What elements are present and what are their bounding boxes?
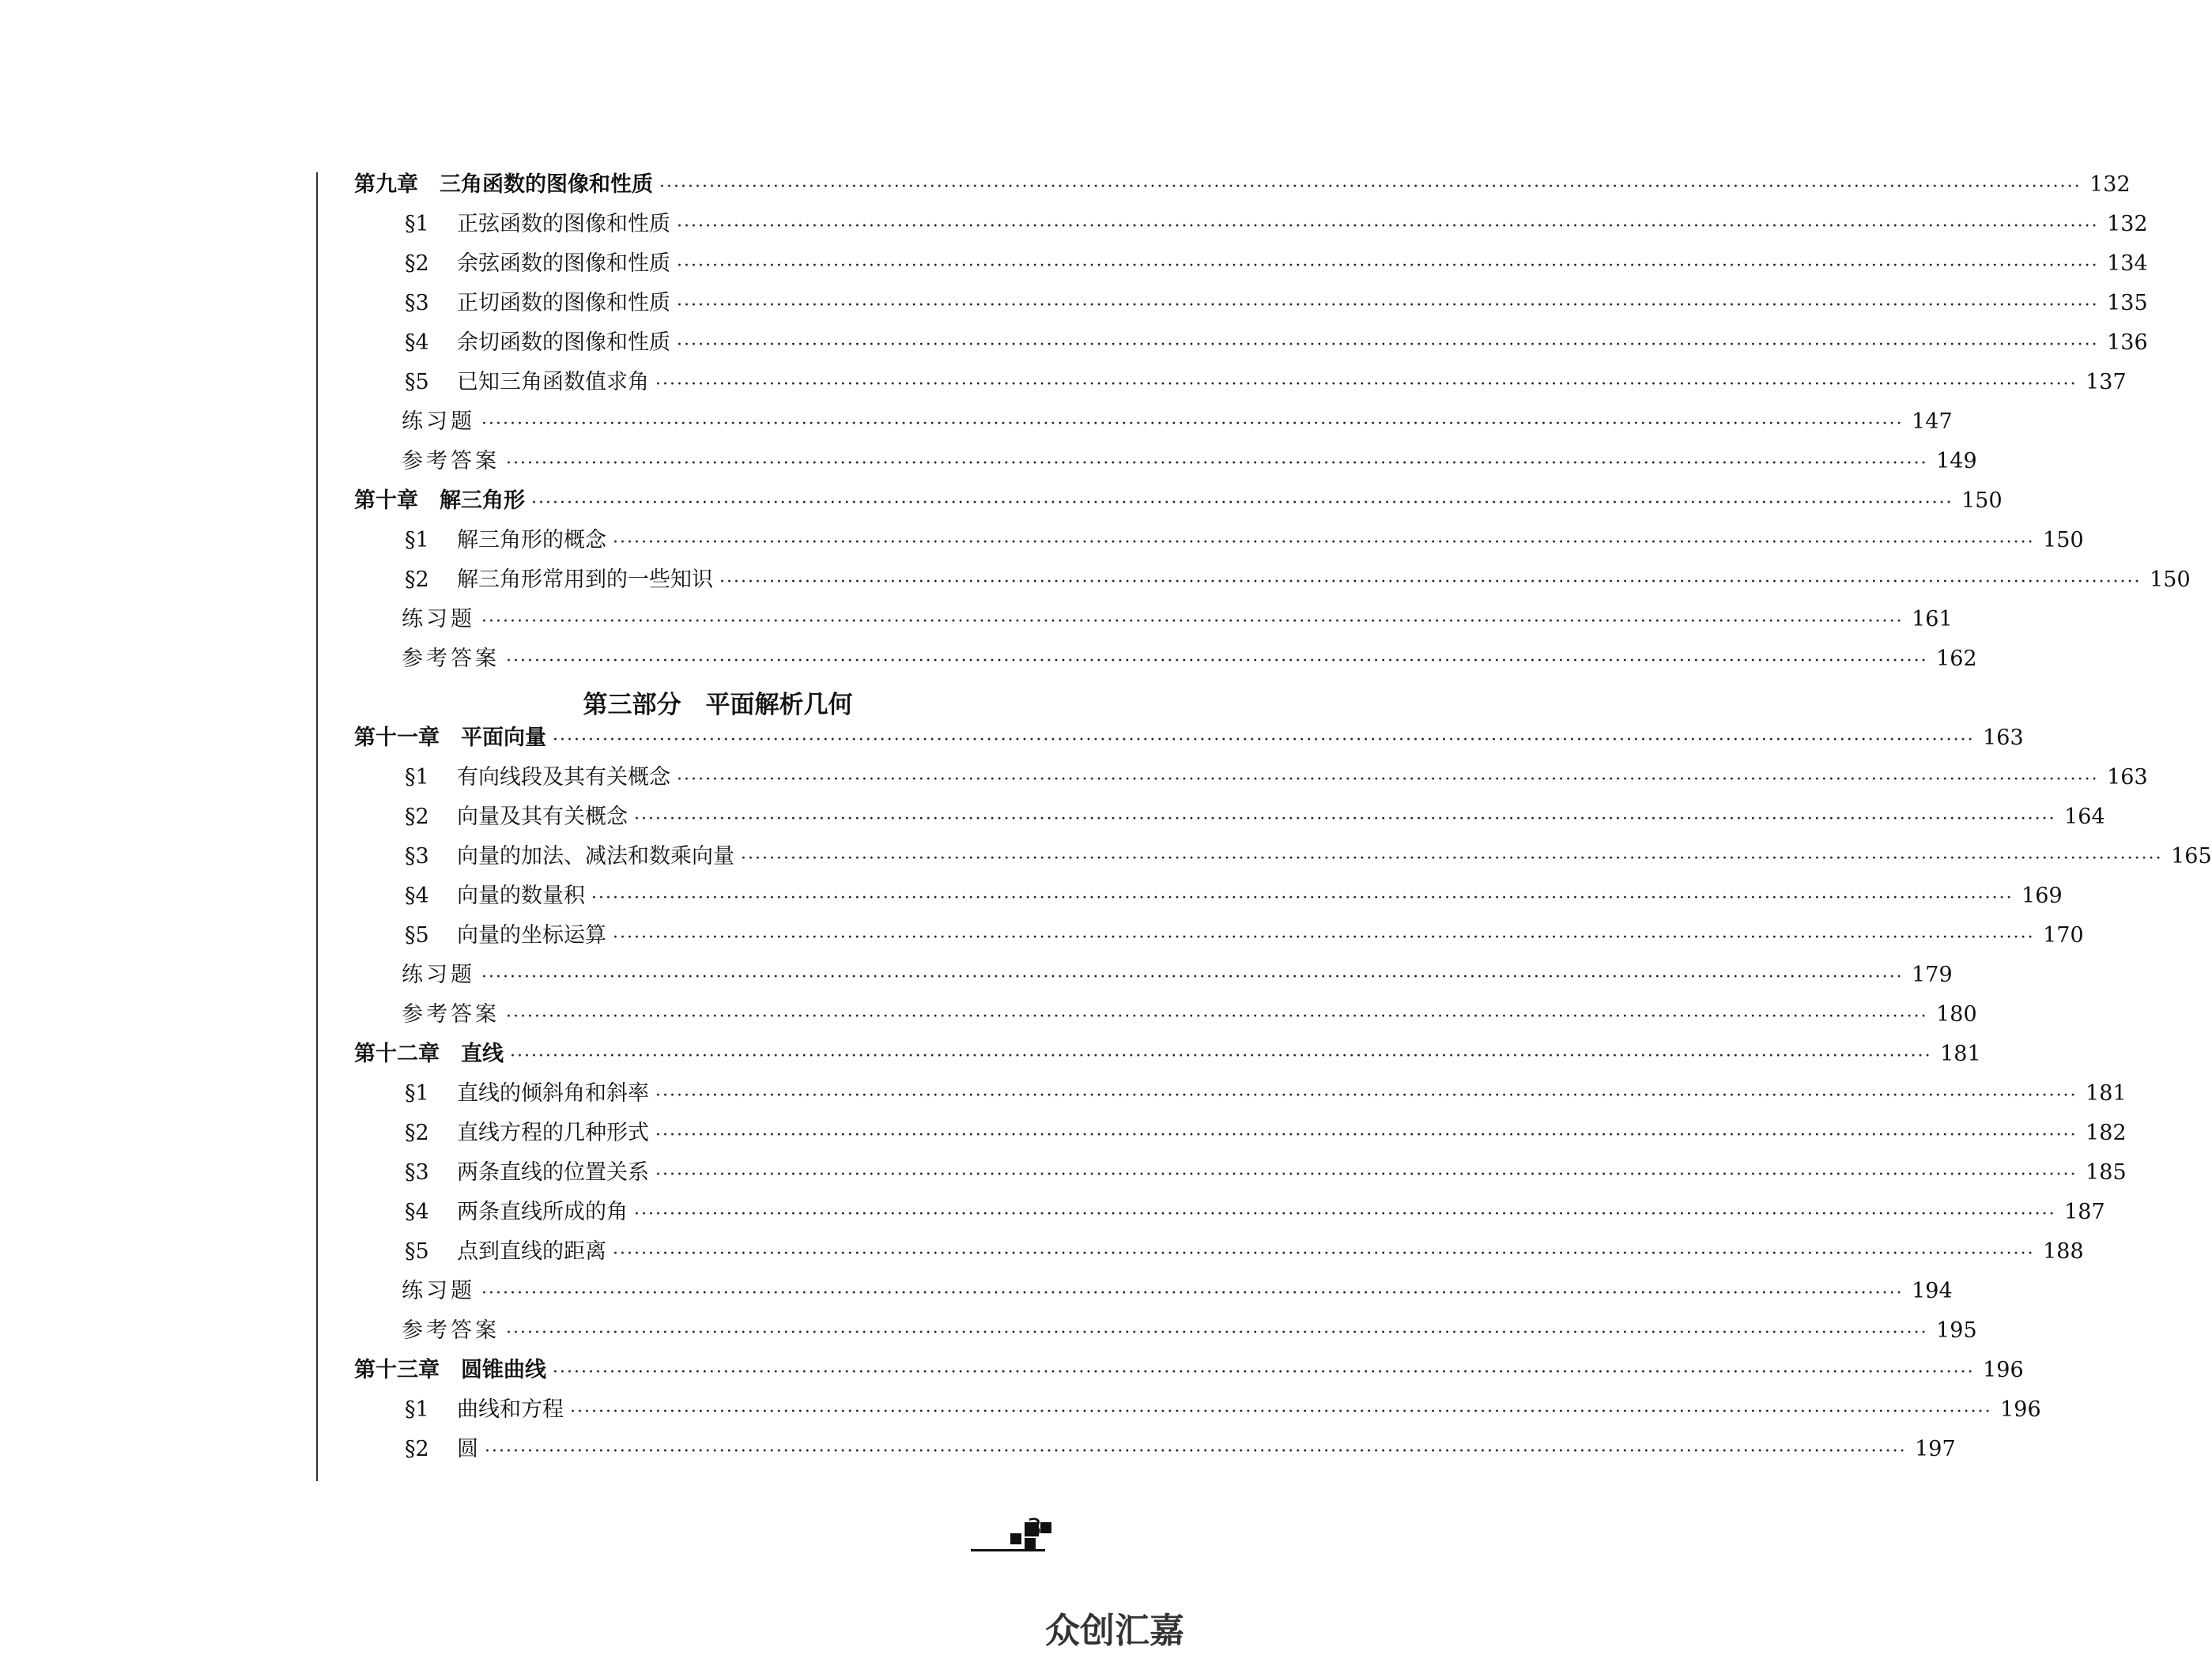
toc-section-entry (405, 1197, 2105, 1228)
toc-entry-label: 第九章 三角函数的图像和性质 (354, 172, 653, 197)
toc-section-entry (405, 920, 2084, 952)
leader-dots: ········································································································································································································ (677, 217, 2099, 236)
leader-dots: ········································································································································································································ (634, 809, 2056, 829)
toc-entry-label: 第十一章 平面向量 (354, 726, 546, 750)
leader-dots: ········································································································································································································ (677, 296, 2099, 315)
toc-entry-label (405, 1394, 564, 1426)
toc-entry-label (405, 920, 606, 952)
toc-chapter-entry (354, 1039, 1981, 1070)
toc-exercise-entry (402, 1315, 1977, 1347)
toc-chapter-entry (354, 1355, 2024, 1386)
toc-entry-label: 练习题 (402, 963, 475, 987)
section-number: §1 (405, 1081, 429, 1106)
leader-dots: ········································································································································································································ (655, 1086, 2078, 1106)
section-number: §4 (405, 884, 429, 908)
leader-dots: ········································································································································································································ (677, 335, 2099, 355)
footer-underline (971, 1549, 1045, 1551)
leader-dots: ········································································································································································································ (506, 1007, 1928, 1027)
section-number: §4 (405, 330, 429, 355)
section-number: §5 (405, 1239, 429, 1264)
section-number: §2 (405, 805, 429, 829)
footer-decoration-square (1025, 1538, 1036, 1549)
toc-page-number: 150 (2043, 528, 2084, 552)
toc-page-number: 164 (2064, 805, 2105, 829)
toc-section-entry (405, 762, 2148, 794)
toc-page-number: 182 (2086, 1121, 2127, 1145)
toc-section-entry (405, 841, 2212, 873)
toc-page-number: 194 (1912, 1279, 1953, 1303)
toc-page-number: 150 (1961, 488, 2003, 513)
section-number: §2 (405, 567, 429, 592)
footer-decoration-square (1040, 1522, 1051, 1533)
leader-dots: ········································································································································································································ (506, 651, 1928, 671)
section-number: §3 (405, 1160, 429, 1185)
toc-entry-label (405, 1078, 649, 1110)
section-title: 两条直线所成的角 (457, 1200, 628, 1224)
footer-decoration-square (1010, 1533, 1021, 1544)
toc-exercise-entry (402, 1276, 1953, 1307)
toc-exercise-entry (402, 959, 1953, 991)
toc-page-number: 149 (1936, 449, 1977, 473)
leader-dots: ········································································································································································································ (481, 1284, 1904, 1303)
toc-section-entry (405, 327, 2148, 359)
toc-page-number: 170 (2043, 923, 2084, 948)
toc-entry-label (405, 1197, 628, 1228)
toc-entry-label (405, 1236, 606, 1268)
section-title: 直线方程的几种形式 (457, 1121, 649, 1145)
toc-entry-label: 参考答案 (402, 449, 500, 473)
toc-entry-label (405, 564, 713, 596)
toc-section-entry (405, 880, 2063, 912)
leader-dots: ········································································································································································································ (485, 1442, 1907, 1461)
section-title: 向量的加法、减法和数乘向量 (457, 844, 734, 869)
toc-section-entry (405, 1434, 1956, 1465)
leader-dots: ········································································································································································································ (719, 572, 2142, 592)
section-title: 余切函数的图像和性质 (457, 330, 670, 355)
toc-page-number: 163 (1983, 726, 2024, 750)
leader-dots: ········································································································································································································ (591, 888, 2014, 908)
toc-entry-label: 练习题 (402, 409, 475, 434)
toc-page-number: 180 (1936, 1002, 1977, 1027)
toc-entry-label (405, 248, 670, 280)
leader-dots: ········································································································································································································ (613, 1244, 2035, 1264)
toc-section-entry (405, 288, 2148, 319)
toc-entry-label: 练习题 (402, 1279, 475, 1303)
leader-dots: ········································································································································································································ (531, 493, 1953, 513)
toc-page-number: 197 (1915, 1437, 1956, 1461)
leader-dots: ········································································································································································································ (481, 612, 1904, 631)
section-title: 解三角形常用到的一些知识 (457, 567, 713, 592)
toc-page-number: 169 (2021, 884, 2063, 908)
leader-dots: ········································································································································································································ (481, 967, 1904, 987)
section-title: 向量的坐标运算 (457, 923, 606, 948)
section-title: 余弦函数的图像和性质 (457, 251, 670, 276)
toc-page-number: 134 (2107, 251, 2148, 276)
section-title: 两条直线的位置关系 (457, 1160, 649, 1185)
toc-entry-label: 练习题 (402, 607, 475, 631)
toc-section-entry (405, 367, 2127, 398)
toc-page-number: 187 (2064, 1200, 2105, 1224)
toc-entry-label: 第十三章 圆锥曲线 (354, 1358, 546, 1382)
leader-dots: ········································································································································································································ (741, 849, 2163, 869)
section-number: §2 (405, 251, 429, 276)
toc-page-number: 185 (2086, 1160, 2127, 1185)
section-title: 向量及其有关概念 (457, 805, 628, 829)
toc-section-entry (405, 1078, 2127, 1110)
toc-page-number: 179 (1912, 963, 1953, 987)
toc-page-number: 150 (2150, 567, 2191, 592)
leader-dots: ········································································································································································································ (481, 414, 1904, 434)
part-title: 第三部分 平面解析几何 (583, 691, 853, 719)
toc-section-entry (405, 1236, 2084, 1268)
toc-entry-label (405, 841, 734, 873)
toc-page-number: 165 (2171, 844, 2212, 869)
leader-dots: ········································································································································································································ (553, 730, 1975, 750)
toc-section-entry (405, 209, 2148, 240)
section-title: 点到直线的距离 (457, 1239, 606, 1264)
leader-dots: ········································································································································································································ (506, 454, 1928, 473)
toc-entry-label (405, 209, 670, 240)
leader-dots: ········································································································································································································ (655, 1125, 2078, 1145)
toc-entry-label (405, 1157, 649, 1189)
toc-page-number: 181 (2086, 1081, 2127, 1106)
toc-entry-label: 参考答案 (402, 647, 500, 671)
leader-dots: ········································································································································································································ (655, 375, 2078, 394)
toc-exercise-entry (402, 406, 1953, 438)
section-number: §2 (405, 1437, 429, 1461)
toc-entry-label: 第十二章 直线 (354, 1042, 504, 1066)
section-number: §5 (405, 923, 429, 948)
section-number: §1 (405, 1397, 429, 1422)
toc-page-number: 163 (2107, 765, 2148, 790)
section-title: 解三角形的概念 (457, 528, 606, 552)
toc-page-number: 132 (2107, 212, 2148, 236)
toc-entry-label (405, 367, 649, 398)
leader-dots: ········································································································································································································ (613, 533, 2035, 552)
toc-page-number: 136 (2107, 330, 2148, 355)
leader-dots: ········································································································································································································ (634, 1204, 2056, 1224)
leader-dots: ········································································································································································································ (677, 770, 2099, 790)
toc-entry-label: 第十章 解三角形 (354, 488, 525, 513)
toc-exercise-entry (402, 643, 1977, 675)
section-title: 正弦函数的图像和性质 (457, 212, 670, 236)
toc-entry-label (405, 1118, 649, 1149)
toc-entry-label (405, 880, 585, 912)
toc-section-entry (405, 564, 2191, 596)
toc-page-number: 195 (1936, 1318, 1977, 1343)
section-title: 直线的倾斜角和斜率 (457, 1081, 649, 1106)
toc-section-entry (405, 1394, 2041, 1426)
toc-page-number: 161 (1912, 607, 1953, 631)
toc-page-number: 196 (1983, 1358, 2024, 1382)
leader-dots: ········································································································································································································ (553, 1363, 1975, 1382)
toc-entry-label: 参考答案 (402, 1318, 500, 1343)
section-number: §3 (405, 291, 429, 315)
section-title: 有向线段及其有关概念 (457, 765, 670, 790)
section-number: §1 (405, 212, 429, 236)
toc-exercise-entry (402, 999, 1977, 1031)
toc-chapter-entry (354, 722, 2024, 754)
section-number: §1 (405, 528, 429, 552)
toc-page-number: 196 (2000, 1397, 2041, 1422)
toc-exercise-entry (402, 446, 1977, 477)
leader-dots: ········································································································································································································ (659, 177, 2082, 197)
toc-entry-label (405, 1434, 478, 1465)
section-title: 向量的数量积 (457, 884, 585, 908)
toc-page-number: 162 (1936, 647, 1977, 671)
toc-page-number: 137 (2086, 370, 2127, 394)
toc-section-entry (405, 801, 2105, 833)
section-title: 正切函数的图像和性质 (457, 291, 670, 315)
section-number: §4 (405, 1200, 429, 1224)
section-number: §5 (405, 370, 429, 394)
toc-entry-label (405, 525, 606, 556)
toc-page-number: 135 (2107, 291, 2148, 315)
section-number: §1 (405, 765, 429, 790)
toc-section-entry (405, 1118, 2127, 1149)
watermark-logo: 众创汇嘉 (1045, 1611, 1184, 1651)
toc-page-number: 132 (2089, 172, 2131, 197)
section-number: §3 (405, 844, 429, 869)
toc-chapter-entry (354, 169, 2131, 201)
toc-entry-label: 参考答案 (402, 1002, 500, 1027)
toc-page-number: 147 (1912, 409, 1953, 434)
toc-entry-label (405, 801, 628, 833)
section-title: 曲线和方程 (457, 1397, 564, 1422)
toc-section-entry (405, 248, 2148, 280)
toc-exercise-entry (402, 604, 1953, 635)
toc-entry-label (405, 288, 670, 319)
toc-section-entry (405, 1157, 2127, 1189)
leader-dots: ········································································································································································································ (677, 256, 2099, 276)
section-number: §2 (405, 1121, 429, 1145)
toc-page-number: 188 (2043, 1239, 2084, 1264)
toc-entry-label (405, 327, 670, 359)
section-title: 圆 (457, 1437, 478, 1461)
footer-decoration-square (1025, 1522, 1039, 1536)
leader-dots: ········································································································································································································ (510, 1046, 1932, 1066)
leader-dots: ········································································································································································································ (506, 1323, 1928, 1343)
toc-entry-label (405, 762, 670, 794)
leader-dots: ········································································································································································································ (655, 1165, 2078, 1185)
section-title: 已知三角函数值求角 (457, 370, 649, 394)
leader-dots: ········································································································································································································ (570, 1402, 1992, 1422)
leader-dots: ········································································································································································································ (613, 928, 2035, 948)
toc-chapter-entry (354, 485, 2003, 517)
toc-page-number: 181 (1940, 1042, 1981, 1066)
toc-section-entry (405, 525, 2084, 556)
